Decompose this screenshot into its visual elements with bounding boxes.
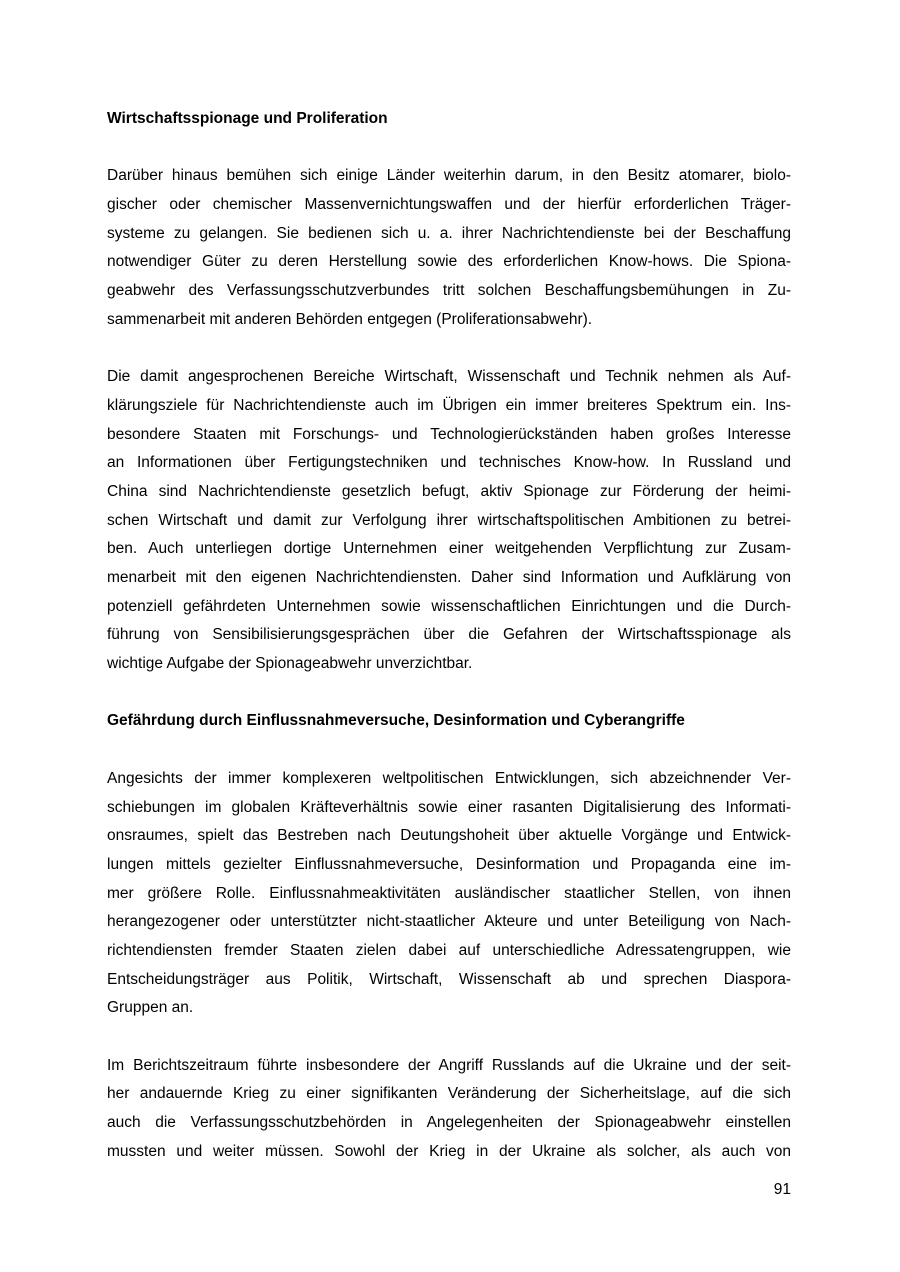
text-line: China sind Nachrichtendienste gesetzlich befugt, aktiv Spionage zur Förderung der heimi- [107, 482, 791, 500]
text-line: schen Wirtschaft und damit zur Verfolgung ihrer wirtschaftspolitischen Ambitionen zu betrei- [107, 511, 791, 529]
text-line: wichtige Aufgabe der Spionageabwehr unverzichtbar. [107, 655, 473, 673]
paragraph-wirtschaft-wissenschaft [107, 363, 791, 679]
text-line: potenziell gefährdeten Unternehmen sowie wissenschaftlichen Einrichtungen und die Durch- [107, 597, 791, 615]
text-line: lungen mittels gezielter Einflussnahmeversuche, Desinformation und Propaganda eine im- [107, 855, 791, 873]
text-line: geabwehr des Verfassungsschutzverbundes tritt solchen Beschaffungsbemühungen in Zu- [107, 282, 791, 300]
section-heading-einflussnahme: Gefährdung durch Einflussnahmeversuche, Desinformation und Cyberangriffe [107, 712, 685, 730]
text-line: sammenarbeit mit anderen Behörden entgegen (Proliferationsabwehr). [107, 310, 593, 328]
text-line: klärungsziele für Nachrichtendienste auch im Übrigen ein immer breiteres Spektrum ein. Ins- [107, 396, 791, 414]
text-line: notwendiger Güter zu deren Herstellung sowie des erforderlichen Know-hows. Die Spiona- [107, 253, 791, 271]
text-line: auch die Verfassungsschutzbehörden in Angelegenheiten der Spionageabwehr einstellen [107, 1114, 791, 1132]
text-line: richtendiensten fremder Staaten zielen dabei auf unterschiedliche Adressatengruppen, wie [107, 941, 791, 959]
spacer [107, 335, 791, 364]
text-line: systeme zu gelangen. Sie bedienen sich u. a. ihrer Nachrichtendienste bei der Beschaffung [107, 224, 791, 242]
text-line: herangezogener oder unterstützter nicht-staatlicher Akteure und unter Beteiligung von Nach- [107, 913, 791, 931]
paragraph-ukraine [107, 1052, 791, 1167]
spacer [107, 679, 791, 708]
spacer [107, 736, 791, 765]
section-heading-wirtschaftsspionage: Wirtschaftsspionage und Proliferation [107, 110, 388, 127]
text-line: Gruppen an. [107, 999, 194, 1017]
spacer [107, 134, 791, 163]
text-line: an Informationen über Fertigungstechniken und technisches Know-how. In Russland und [107, 454, 791, 472]
text-line: mussten und weiter müssen. Sowohl der Krieg in der Ukraine als solcher, als auch von [107, 1142, 791, 1160]
text-line: ben. Auch unterliegen dortige Unternehmen einer weitgehenden Verpflichtung zur Zusam- [107, 540, 791, 558]
text-line: besondere Staaten mit Forschungs- und Technologierückständen haben großes Interesse [107, 425, 791, 443]
text-line: Im Berichtszeitraum führte insbesondere der Angriff Russlands auf die Ukraine und der seit- [107, 1056, 791, 1074]
paragraph-proliferation [107, 162, 791, 334]
text-line: menarbeit mit den eigenen Nachrichtendiensten. Daher sind Information und Aufklärung von [107, 569, 791, 587]
text-line: her andauernde Krieg zu einer signifikanten Veränderung der Sicherheitslage, auf die sich [107, 1085, 791, 1103]
page-number: 91 [773, 1181, 791, 1198]
text-line: Die damit angesprochenen Bereiche Wirtschaft, Wissenschaft und Technik nehmen als Auf- [107, 368, 791, 386]
text-line: mer größere Rolle. Einflussnahmeaktivitäten ausländischer staatlicher Stellen, von ihnen [107, 884, 791, 902]
text-line: Darüber hinaus bemühen sich einige Länder weiterhin darum, in den Besitz atomarer, biolo- [107, 167, 791, 185]
paragraph-deutungshoheit [107, 765, 791, 1023]
text-line: Entscheidungsträger aus Politik, Wirtschaft, Wissenschaft ab und sprechen Diaspora- [107, 970, 791, 988]
text-line: onsraumes, spielt das Bestreben nach Deutungshoheit über aktuelle Vorgänge und Entwick- [107, 827, 791, 845]
document-body [107, 105, 791, 1166]
text-line: gischer oder chemischer Massenvernichtungswaffen und der hierfür erforderlichen Träger- [107, 196, 791, 214]
text-line: führung von Sensibilisierungsgesprächen über die Gefahren der Wirtschaftsspionage als [107, 626, 791, 644]
spacer [107, 1023, 791, 1052]
text-line: Angesichts der immer komplexeren weltpolitischen Entwicklungen, sich abzeichnender Ver- [107, 769, 791, 787]
text-line: schiebungen im globalen Kräfteverhältnis sowie einer rasanten Digitalisierung des Informati- [107, 798, 791, 816]
